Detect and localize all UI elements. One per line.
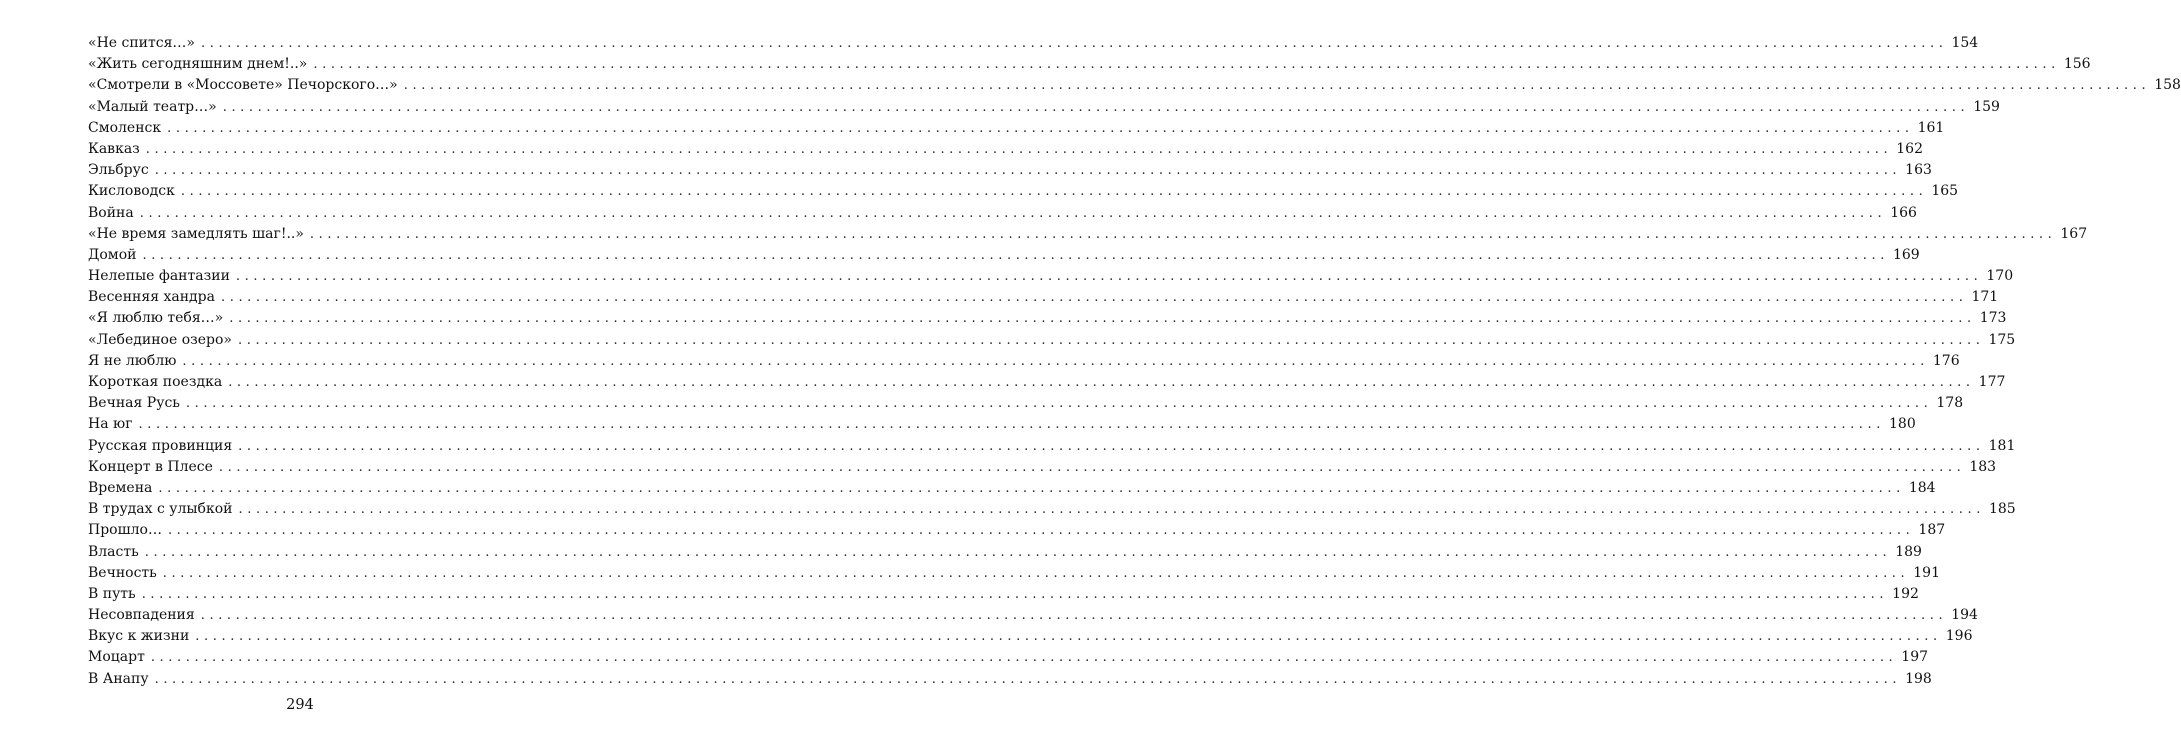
toc-dot-leader: ........................................................................................................................................................................................................	[185, 396, 1933, 412]
toc-entry	[88, 499, 2016, 520]
toc-dot-leader: ........................................................................................................................................................................................................	[235, 269, 1983, 285]
toc-entry-page: 166	[1890, 204, 1917, 221]
toc-entry-page: 184	[1908, 479, 1936, 496]
toc-dot-leader: ........................................................................................................................................................................................................	[229, 311, 1976, 327]
toc-entry	[88, 414, 1916, 435]
toc-entry-title: Вечная Русь	[88, 395, 180, 412]
toc-entry-title: Весенняя хандра	[88, 289, 215, 306]
toc-dot-leader: ........................................................................................................................................................................................................	[158, 480, 1905, 496]
toc-dot-leader: ........................................................................................................................................................................................................	[222, 99, 1970, 115]
toc-entry-title: Власть	[88, 543, 139, 560]
toc-entry	[88, 457, 1997, 478]
toc-entry-page: 183	[1969, 458, 1997, 475]
toc-entry-page: 154	[1951, 35, 1979, 51]
toc-entry	[88, 393, 1964, 414]
toc-entry-title: «Не спится…»	[88, 35, 195, 51]
toc-entry	[88, 245, 1920, 266]
toc-entry-title: Война	[88, 204, 134, 221]
toc-dot-leader: ........................................................................................................................................................................................................	[180, 184, 1928, 200]
toc-entry-page: 181	[1988, 437, 2016, 454]
toc-entry-title: Короткая поездка	[88, 374, 223, 390]
toc-entry	[88, 669, 1932, 690]
toc-entry	[88, 330, 2016, 351]
toc-dot-leader: ........................................................................................................................................................................................................	[167, 120, 1914, 136]
toc-dot-leader: ........................................................................................................................................................................................................	[145, 141, 1893, 157]
toc-entry	[88, 308, 2007, 329]
toc-entry-title: Концерт в Плесе	[88, 458, 213, 475]
toc-dot-leader: ........................................................................................................................................................................................................	[144, 544, 1892, 560]
toc-entry-page: 180	[1889, 416, 1916, 433]
toc-dot-leader: ........................................................................................................................................................................................................	[220, 290, 1968, 306]
toc-entry-page: 159	[1973, 98, 2000, 115]
toc-entry-title: Смоленск	[88, 119, 162, 136]
toc-entry	[88, 181, 1959, 202]
toc-entry	[88, 54, 2091, 75]
toc-entry	[88, 542, 1922, 563]
toc-entry	[88, 75, 2181, 96]
toc-dot-leader: ........................................................................................................................................................................................................	[154, 163, 1902, 179]
toc-entry-page: 158	[2154, 77, 2181, 94]
toc-entry-page: 192	[1892, 585, 1919, 602]
toc-entry-title: «Лебединое озеро»	[88, 331, 232, 348]
toc-entry-page: 175	[1988, 331, 2016, 348]
toc-entry-page: 176	[1932, 352, 1960, 369]
toc-dot-leader: ........................................................................................................................................................................................................	[195, 629, 1942, 645]
toc-dot-leader: ........................................................................................................................................................................................................	[218, 459, 1966, 475]
table-of-contents	[88, 33, 2181, 690]
toc-entry-page: 165	[1931, 183, 1959, 200]
toc-entry-title: Домой	[88, 246, 137, 263]
toc-entry	[88, 584, 1919, 605]
toc-entry-title: «Жить сегодняшним днем!..»	[88, 56, 308, 73]
toc-entry	[88, 436, 2016, 457]
toc-dot-leader: ........................................................................................................................................................................................................	[138, 417, 1885, 433]
toc-entry-title: Кисловодск	[88, 183, 175, 200]
toc-dot-leader: ........................................................................................................................................................................................................	[201, 36, 1948, 51]
toc-entry-title: Несовпадения	[88, 607, 195, 624]
toc-entry	[88, 647, 1929, 668]
toc-entry-page: 194	[1951, 607, 1978, 624]
toc-entry-title: Эльбрус	[88, 162, 149, 179]
toc-entry	[88, 97, 2000, 118]
toc-dot-leader: ........................................................................................................................................................................................................	[238, 502, 1985, 518]
toc-dot-leader: ........................................................................................................................................................................................................	[139, 205, 1887, 221]
toc-entry-page: 189	[1895, 543, 1922, 560]
toc-dot-leader: ........................................................................................................................................................................................................	[309, 226, 2057, 242]
toc-dot-leader: ........................................................................................................................................................................................................	[150, 650, 1898, 666]
toc-entry	[88, 626, 1973, 647]
toc-entry	[88, 478, 1936, 499]
toc-dot-leader: ........................................................................................................................................................................................................	[182, 353, 1929, 369]
toc-entry-title: Я не люблю	[88, 352, 177, 369]
toc-entry-page: 170	[1986, 268, 2014, 285]
toc-entry	[88, 266, 2014, 287]
toc-entry-title: «Я люблю тебя…»	[88, 310, 224, 327]
toc-entry	[88, 563, 1940, 584]
toc-entry	[88, 160, 1932, 181]
toc-dot-leader: ........................................................................................................................................................................................................	[154, 671, 1902, 687]
toc-entry-page: 173	[1979, 310, 2007, 327]
toc-entry	[88, 605, 1978, 626]
toc-dot-leader: ........................................................................................................................................................................................................	[141, 586, 1889, 602]
toc-entry	[88, 33, 1979, 54]
toc-entry-page: 196	[1945, 628, 1973, 645]
page-number: 294	[286, 697, 314, 713]
toc-entry-title: В путь	[88, 585, 136, 602]
toc-dot-leader: ........................................................................................................................................................................................................	[167, 523, 1915, 539]
toc-dot-leader: ........................................................................................................................................................................................................	[313, 57, 2060, 73]
toc-entry-title: Вкус к жизни	[88, 628, 190, 645]
toc-entry	[88, 520, 1946, 541]
toc-entry	[88, 372, 2006, 393]
toc-entry-title: «Малый театр…»	[88, 98, 217, 115]
toc-entry-title: Кавказ	[88, 140, 140, 157]
toc-entry	[88, 224, 2088, 245]
toc-entry-title: В Анапу	[88, 670, 149, 687]
toc-entry-page: 198	[1905, 670, 1932, 687]
toc-entry-page: 163	[1905, 162, 1932, 179]
toc-dot-leader: ........................................................................................................................................................................................................	[403, 78, 2151, 94]
toc-entry-title: Вечность	[88, 564, 157, 581]
toc-dot-leader: ........................................................................................................................................................................................................	[238, 438, 1985, 454]
toc-entry	[88, 351, 1960, 372]
toc-entry	[88, 118, 1945, 139]
toc-entry	[88, 203, 1917, 224]
toc-entry-title: Моцарт	[88, 649, 145, 666]
toc-entry-title: Времена	[88, 479, 153, 496]
toc-entry-page: 197	[1901, 649, 1929, 666]
toc-entry-page: 162	[1896, 140, 1923, 157]
toc-entry-title: В трудах с улыбкой	[88, 501, 233, 518]
toc-dot-leader: ........................................................................................................................................................................................................	[238, 332, 1985, 348]
toc-entry-page: 156	[2063, 56, 2091, 73]
toc-entry-title: Прошло…	[88, 522, 162, 539]
toc-entry-title: Нелепые фантазии	[88, 268, 230, 285]
toc-dot-leader: ........................................................................................................................................................................................................	[228, 375, 1975, 390]
toc-entry-title: «Смотрели в «Моссовете» Печорского…»	[88, 77, 398, 94]
toc-entry-page: 177	[1978, 374, 2006, 390]
toc-entry-title: Русская провинция	[88, 437, 233, 454]
toc-entry	[88, 139, 1923, 160]
toc-entry	[88, 287, 1999, 308]
toc-entry-page: 167	[2060, 225, 2088, 242]
toc-entry-title: «Не время замедлять шаг!..»	[88, 225, 304, 242]
toc-entry-page: 161	[1917, 119, 1945, 136]
toc-dot-leader: ........................................................................................................................................................................................................	[142, 247, 1889, 263]
toc-entry-page: 171	[1971, 289, 1999, 306]
toc-entry-page: 191	[1913, 564, 1940, 581]
toc-entry-page: 169	[1892, 246, 1920, 263]
toc-entry-page: 185	[1988, 501, 2016, 518]
toc-entry-title: На юг	[88, 416, 133, 433]
toc-entry-page: 187	[1918, 522, 1946, 539]
toc-entry-page: 178	[1936, 395, 1964, 412]
toc-dot-leader: ........................................................................................................................................................................................................	[200, 608, 1948, 624]
toc-dot-leader: ........................................................................................................................................................................................................	[162, 565, 1910, 581]
